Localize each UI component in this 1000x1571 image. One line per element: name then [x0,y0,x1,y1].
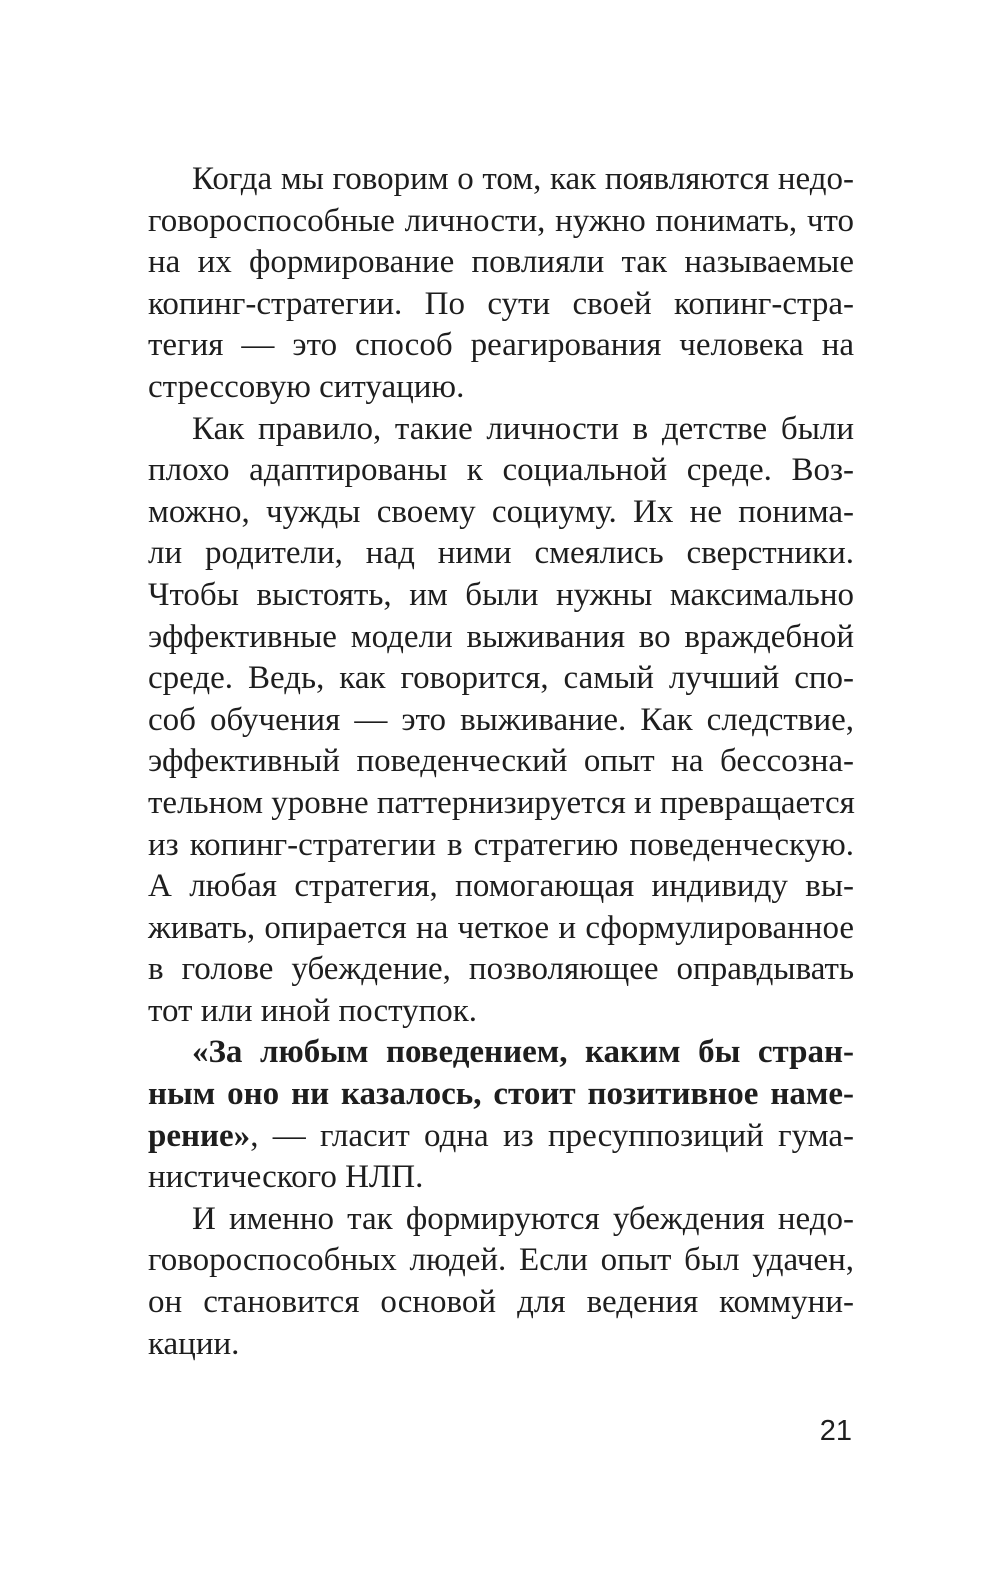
paragraph-3-line-4: нистического НЛП. [148,1159,424,1196]
paragraph-2-line-11: из копинг-стратегии в стратегию поведенческую. [148,826,854,863]
paragraph-2-line-13: живать, опирается на четкое и сформулированное [148,909,854,946]
paragraph-1-line-6: стрессовую ситуацию. [148,368,465,405]
paragraph-2-line-1: Как правило, такие личности в детстве были [192,410,854,447]
paragraph-2-line-14: в голове убеждение, позволяющее оправдывать [148,951,854,988]
paragraph-2-line-8: соб обучения — это выживание. Как следствие, [148,701,854,738]
paragraph-1-line-3: на их формирование повлияли так называемые [148,244,854,281]
quote-line-1: «За любым поведением, каким бы стран- [192,1034,854,1071]
paragraph-4-line-1: И именно так формируются убеждения недо- [192,1200,854,1237]
quote-attribution: , — гласит одна из пресуппозиций гума- [250,1117,854,1154]
paragraph-2-line-4: ли родители, над ними смеялись сверстники. [148,535,854,572]
paragraph-2-line-10: тельном уровне паттернизируется и превращается [148,784,855,821]
paragraph-2-line-5: Чтобы выстоять, им были нужны максимально [148,576,854,613]
body-text [148,159,854,1365]
paragraph-2-line-15: тот или иной поступок. [148,992,478,1029]
quote-line-3: рение» [148,1117,251,1154]
paragraph-1-line-4: копинг-стратегии. По сути своей копинг-стра- [148,285,854,322]
page-number: 21 [819,1415,852,1447]
paragraph-2-line-9: эффективный поведенческий опыт на бессозна- [148,743,854,780]
paragraph-3-line-3 [148,1116,854,1158]
paragraph-2-line-12: А любая стратегия, помогающая индивиду вы- [148,868,854,905]
paragraph-4-line-3: он становится основой для ведения коммуни- [148,1284,854,1321]
quote-line-2: ным оно ни казалось, стоит позитивное наме- [148,1076,854,1113]
paragraph-4-line-2: говороспособных людей. Если опыт был удачен, [148,1242,854,1279]
paragraph-2-line-6: эффективные модели выживания во враждебной [148,618,854,655]
paragraph-2-line-7: среде. Ведь, как говорится, самый лучший спо- [148,660,854,697]
paragraph-2-line-3: можно, чужды своему социуму. Их не понима- [148,493,854,530]
paragraph-1-line-2: говороспособные личности, нужно понимать, что [148,202,854,239]
paragraph-1-line-5: тегия — это способ реагирования человека на [148,327,854,364]
paragraph-2-line-2: плохо адаптированы к социальной среде. Воз- [148,452,854,489]
paragraph-4-line-4: кации. [148,1325,240,1362]
paragraph-1-line-1: Когда мы говорим о том, как появляются недо- [192,161,854,197]
